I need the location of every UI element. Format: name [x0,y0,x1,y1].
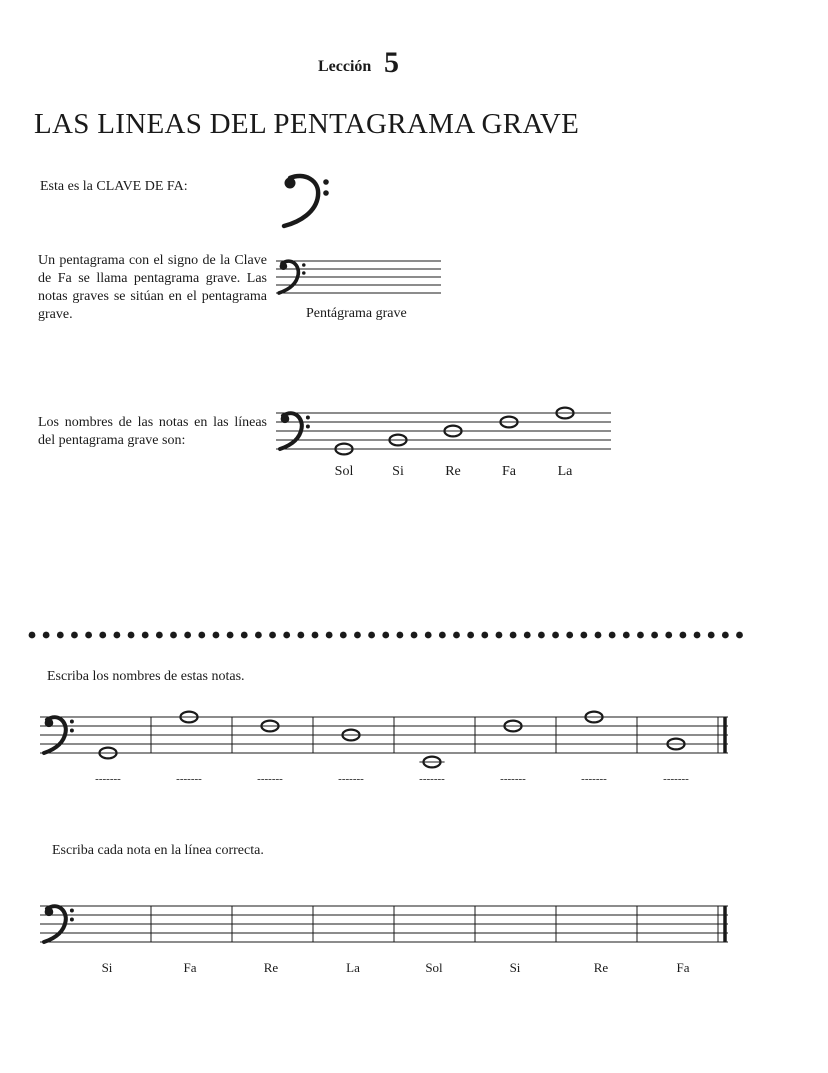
dotted-divider [28,630,728,640]
note-name-label: Re [593,960,609,975]
staff-lines [276,261,441,293]
answer-blank: ------- [500,773,526,785]
staff-lines [40,717,728,753]
staff-intro-text: Un pentagrama con el signo de la Clave de Fa se llama pentagrama grave. Las notas graves se sitúan en el pentagrama grave. [38,253,267,322]
line-notes-staff [276,402,616,462]
exercise2-instruction: Escriba cada nota en la línea correcta. [52,843,264,858]
bass-clef-icon [278,168,338,228]
note-name-label: Re [445,464,461,479]
answer-blank: ------- [663,773,689,785]
note-name-label: Si [101,960,113,975]
note-name-label: Sol [334,464,354,479]
clef-intro-text: Esta es la CLAVE DE FA: [40,179,188,194]
answer-blank: ------- [95,773,121,785]
answer-blank: ------- [419,773,445,785]
line-names-text: Los nombres de las notas en las líneas del pentagrama grave son: [38,415,267,448]
note-name-label: Sol [425,960,443,975]
note-name-label: Fa [183,960,197,975]
note-name-label: Si [392,464,404,479]
note-name-label: La [346,960,360,975]
note-name-label: Fa [502,464,516,479]
exercise1-staff [40,702,740,762]
lesson-number: 5 [384,46,399,79]
answer-blank: ------- [338,773,364,785]
page-title: LAS LINEAS DEL PENTAGRAMA GRAVE [34,108,580,140]
exercise1-instruction: Escriba los nombres de estas notas. [47,669,245,684]
note-name-label: Fa [676,960,690,975]
answer-blank: ------- [176,773,202,785]
staff-lines [40,906,728,942]
bass-staff [276,256,446,302]
note-name-label: La [557,464,573,479]
staff-caption: Pentágrama grave [306,306,407,321]
note-name-label: Re [263,960,279,975]
answer-blank: ------- [257,773,283,785]
answer-blank: ------- [581,773,607,785]
lesson-label: Lección [318,58,372,75]
note-name-label: Si [509,960,521,975]
exercise2-staff [40,894,740,954]
whole-note [419,757,444,768]
